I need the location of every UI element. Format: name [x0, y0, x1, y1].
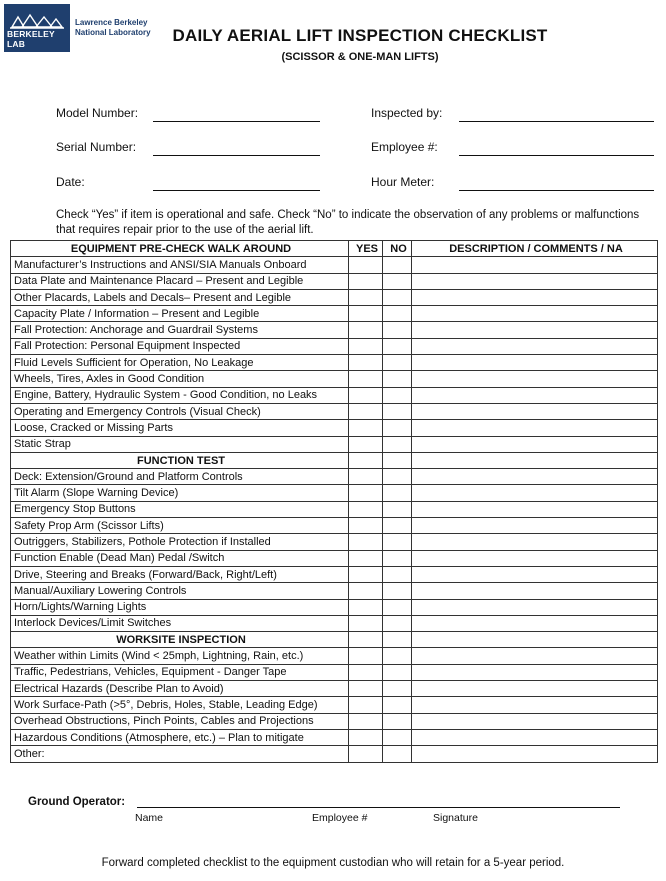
checklist-body — [11, 257, 658, 762]
header-no: NO — [383, 241, 412, 257]
employee-caption: Employee # — [312, 812, 368, 824]
comments-cell[interactable] — [412, 566, 658, 582]
checklist-item: Function Enable (Dead Man) Pedal /Switch — [11, 550, 349, 566]
checklist-row — [11, 273, 658, 289]
comments-cell[interactable] — [412, 338, 658, 354]
employee-number-label: Employee #: — [371, 140, 438, 154]
yes-checkbox-cell[interactable] — [349, 550, 383, 566]
no-checkbox-cell[interactable] — [383, 436, 412, 452]
function-test-header-label: FUNCTION TEST — [11, 452, 349, 468]
yes-checkbox-cell[interactable] — [349, 289, 383, 305]
comments-cell[interactable] — [412, 681, 658, 697]
no-checkbox-cell[interactable] — [383, 469, 412, 485]
checklist-item: Horn/Lights/Warning Lights — [11, 599, 349, 615]
checklist-row — [11, 289, 658, 305]
no-checkbox-cell[interactable] — [383, 387, 412, 403]
checklist-item: Electrical Hazards (Describe Plan to Avoid) — [11, 681, 349, 697]
checklist-row — [11, 583, 658, 599]
checklist-item: Outriggers, Stabilizers, Pothole Protection if Installed — [11, 534, 349, 550]
building-icon — [10, 11, 64, 31]
comments-cell[interactable] — [412, 469, 658, 485]
comments-cell[interactable] — [412, 355, 658, 371]
comments-cell[interactable] — [412, 257, 658, 273]
inspection-checklist-table — [10, 240, 658, 763]
checklist-row — [11, 550, 658, 566]
checklist-row — [11, 518, 658, 534]
name-caption: Name — [135, 812, 164, 824]
checklist-item: Emergency Stop Buttons — [11, 501, 349, 517]
no-checkbox-cell[interactable] — [383, 306, 412, 322]
yes-checkbox-cell[interactable] — [349, 583, 383, 599]
checklist-row — [11, 403, 658, 419]
no-checkbox-cell[interactable] — [383, 615, 412, 631]
comments-cell[interactable] — [412, 697, 658, 713]
yes-checkbox-cell[interactable] — [349, 273, 383, 289]
comments-cell[interactable] — [412, 403, 658, 419]
checklist-item: Wheels, Tires, Axles in Good Condition — [11, 371, 349, 387]
comments-cell[interactable] — [412, 534, 658, 550]
checklist-row — [11, 338, 658, 354]
checklist-row — [11, 371, 658, 387]
comments-cell[interactable] — [412, 518, 658, 534]
section-blank-cell — [412, 632, 658, 648]
function-test-header — [11, 452, 658, 468]
date-label: Date: — [56, 175, 85, 189]
comments-cell[interactable] — [412, 648, 658, 664]
checklist-row — [11, 599, 658, 615]
yes-checkbox-cell[interactable] — [349, 534, 383, 550]
checklist-row — [11, 697, 658, 713]
signature-caption: Signature — [433, 812, 478, 824]
no-checkbox-cell[interactable] — [383, 681, 412, 697]
checklist-row — [11, 534, 658, 550]
no-checkbox-cell[interactable] — [383, 746, 412, 762]
no-checkbox-cell[interactable] — [383, 289, 412, 305]
checklist-item: Interlock Devices/Limit Switches — [11, 615, 349, 631]
model-number-field[interactable] — [153, 121, 320, 122]
no-checkbox-cell[interactable] — [383, 355, 412, 371]
section-blank-cell — [383, 452, 412, 468]
no-checkbox-cell[interactable] — [383, 420, 412, 436]
no-checkbox-cell[interactable] — [383, 403, 412, 419]
no-checkbox-cell[interactable] — [383, 729, 412, 745]
comments-cell[interactable] — [412, 485, 658, 501]
no-checkbox-cell[interactable] — [383, 599, 412, 615]
checklist-row — [11, 566, 658, 582]
comments-cell[interactable] — [412, 729, 658, 745]
no-checkbox-cell[interactable] — [383, 338, 412, 354]
checklist-item: Static Strap — [11, 436, 349, 452]
inspected-by-field[interactable] — [459, 121, 654, 122]
checklist-item: Loose, Cracked or Missing Parts — [11, 420, 349, 436]
page-subtitle: (SCISSOR & ONE-MAN LIFTS) — [281, 51, 439, 63]
logo-name-line2: National Laboratory — [75, 28, 151, 37]
table-header-row — [11, 241, 658, 257]
no-checkbox-cell[interactable] — [383, 566, 412, 582]
checklist-row — [11, 713, 658, 729]
checklist-row — [11, 306, 658, 322]
checklist-row — [11, 501, 658, 517]
no-checkbox-cell[interactable] — [383, 550, 412, 566]
no-checkbox-cell[interactable] — [383, 583, 412, 599]
section-blank-cell — [349, 452, 383, 468]
no-checkbox-cell[interactable] — [383, 648, 412, 664]
checklist-item: Weather within Limits (Wind < 25mph, Lightning, Rain, etc.) — [11, 648, 349, 664]
comments-cell[interactable] — [412, 713, 658, 729]
yes-checkbox-cell[interactable] — [349, 485, 383, 501]
yes-checkbox-cell[interactable] — [349, 729, 383, 745]
yes-checkbox-cell[interactable] — [349, 436, 383, 452]
yes-checkbox-cell[interactable] — [349, 713, 383, 729]
yes-checkbox-cell[interactable] — [349, 371, 383, 387]
checklist-row — [11, 257, 658, 273]
worksite-inspection-header-label: WORKSITE INSPECTION — [11, 632, 349, 648]
model-number-label: Model Number: — [56, 106, 139, 120]
yes-checkbox-cell[interactable] — [349, 518, 383, 534]
checklist-item: Work Surface-Path (>5°, Debris, Holes, Stable, Leading Edge) — [11, 697, 349, 713]
checklist-item: Operating and Emergency Controls (Visual Check) — [11, 403, 349, 419]
ground-operator-label: Ground Operator: — [28, 796, 126, 808]
yes-checkbox-cell[interactable] — [349, 566, 383, 582]
checklist-item: Overhead Obstructions, Pinch Points, Cables and Projections — [11, 713, 349, 729]
checklist-row — [11, 387, 658, 403]
yes-checkbox-cell[interactable] — [349, 338, 383, 354]
no-checkbox-cell[interactable] — [383, 664, 412, 680]
no-checkbox-cell[interactable] — [383, 697, 412, 713]
yes-checkbox-cell[interactable] — [349, 469, 383, 485]
yes-checkbox-cell[interactable] — [349, 306, 383, 322]
checklist-item: Traffic, Pedestrians, Vehicles, Equipment - Danger Tape — [11, 664, 349, 680]
comments-cell[interactable] — [412, 746, 658, 762]
checklist-item: Engine, Battery, Hydraulic System - Good Condition, no Leaks — [11, 387, 349, 403]
comments-cell[interactable] — [412, 615, 658, 631]
checklist-item: Deck: Extension/Ground and Platform Controls — [11, 469, 349, 485]
checklist-row — [11, 664, 658, 680]
yes-checkbox-cell[interactable] — [349, 681, 383, 697]
checklist-row — [11, 485, 658, 501]
no-checkbox-cell[interactable] — [383, 322, 412, 338]
footer-note: Forward completed checklist to the equipment custodian who will retain for a 5-year period. — [101, 857, 565, 869]
worksite-inspection-header — [11, 632, 658, 648]
header-comments: DESCRIPTION / COMMENTS / NA — [412, 241, 658, 257]
checklist-item: Capacity Plate / Information – Present and Legible — [11, 306, 349, 322]
yes-checkbox-cell[interactable] — [349, 615, 383, 631]
no-checkbox-cell[interactable] — [383, 501, 412, 517]
comments-cell[interactable] — [412, 420, 658, 436]
header-precheck: EQUIPMENT PRE-CHECK WALK AROUND — [11, 241, 349, 257]
yes-checkbox-cell[interactable] — [349, 648, 383, 664]
yes-checkbox-cell[interactable] — [349, 420, 383, 436]
instructions: Check “Yes” if item is operational and safe. Check “No” to indicate the observation of any problems or malfunctions that requires repair prior to the use of the aerial lift. — [56, 209, 640, 236]
checklist-item: Manufacturer’s Instructions and ANSI/SIA Manuals Onboard — [11, 257, 349, 273]
comments-cell[interactable] — [412, 550, 658, 566]
berkeley-lab-logo — [4, 4, 151, 52]
logo-full-name — [75, 18, 155, 38]
checklist-row — [11, 469, 658, 485]
section-blank-cell — [383, 632, 412, 648]
checklist-item: Safety Prop Arm (Scissor Lifts) — [11, 518, 349, 534]
employee-number-field[interactable] — [459, 155, 654, 156]
logo-short-name: BERKELEY LAB — [7, 29, 55, 49]
serial-number-label: Serial Number: — [56, 140, 137, 154]
header-yes: YES — [349, 241, 383, 257]
section-blank-cell — [349, 632, 383, 648]
yes-checkbox-cell[interactable] — [349, 599, 383, 615]
comments-cell[interactable] — [412, 289, 658, 305]
page-title: DAILY AERIAL LIFT INSPECTION CHECKLIST — [172, 26, 548, 45]
checklist-item: Drive, Steering and Breaks (Forward/Back, Right/Left) — [11, 566, 349, 582]
comments-cell[interactable] — [412, 322, 658, 338]
checklist-item: Tilt Alarm (Slope Warning Device) — [11, 485, 349, 501]
no-checkbox-cell[interactable] — [383, 257, 412, 273]
yes-checkbox-cell[interactable] — [349, 403, 383, 419]
checklist-row — [11, 322, 658, 338]
date-field[interactable] — [153, 190, 320, 191]
no-checkbox-cell[interactable] — [383, 273, 412, 289]
yes-checkbox-cell[interactable] — [349, 746, 383, 762]
checklist-row — [11, 681, 658, 697]
checklist-item: Fall Protection: Personal Equipment Inspected — [11, 338, 349, 354]
logo-emblem — [4, 4, 70, 52]
no-checkbox-cell[interactable] — [383, 371, 412, 387]
yes-checkbox-cell[interactable] — [349, 664, 383, 680]
checklist-row — [11, 729, 658, 745]
ground-operator-field[interactable] — [137, 807, 620, 808]
checklist-item: Other: — [11, 746, 349, 762]
inspected-by-label: Inspected by: — [371, 106, 443, 120]
checklist-row — [11, 436, 658, 452]
comments-cell[interactable] — [412, 664, 658, 680]
comments-cell[interactable] — [412, 583, 658, 599]
yes-checkbox-cell[interactable] — [349, 501, 383, 517]
checklist-item: Data Plate and Maintenance Placard – Present and Legible — [11, 273, 349, 289]
comments-cell[interactable] — [412, 436, 658, 452]
comments-cell[interactable] — [412, 371, 658, 387]
section-blank-cell — [412, 452, 658, 468]
no-checkbox-cell[interactable] — [383, 534, 412, 550]
yes-checkbox-cell[interactable] — [349, 322, 383, 338]
yes-checkbox-cell[interactable] — [349, 697, 383, 713]
checklist-item: Manual/Auxiliary Lowering Controls — [11, 583, 349, 599]
yes-checkbox-cell[interactable] — [349, 355, 383, 371]
checklist-row — [11, 615, 658, 631]
hour-meter-label: Hour Meter: — [371, 175, 435, 189]
checklist-item: Other Placards, Labels and Decals– Present and Legible — [11, 289, 349, 305]
comments-cell[interactable] — [412, 501, 658, 517]
checklist-item: Fall Protection: Anchorage and Guardrail Systems — [11, 322, 349, 338]
no-checkbox-cell[interactable] — [383, 485, 412, 501]
checklist-row — [11, 648, 658, 664]
serial-number-field[interactable] — [153, 155, 320, 156]
yes-checkbox-cell[interactable] — [349, 257, 383, 273]
comments-cell[interactable] — [412, 306, 658, 322]
checklist-item: Fluid Levels Sufficient for Operation, No Leakage — [11, 355, 349, 371]
yes-checkbox-cell[interactable] — [349, 387, 383, 403]
logo-name-line1: Lawrence Berkeley — [75, 18, 148, 27]
checklist-row — [11, 746, 658, 762]
checklist-item: Hazardous Conditions (Atmosphere, etc.) – Plan to mitigate — [11, 729, 349, 745]
comments-cell[interactable] — [412, 387, 658, 403]
hour-meter-field[interactable] — [459, 190, 654, 191]
comments-cell[interactable] — [412, 599, 658, 615]
checklist-row — [11, 420, 658, 436]
comments-cell[interactable] — [412, 273, 658, 289]
no-checkbox-cell[interactable] — [383, 713, 412, 729]
checklist-row — [11, 355, 658, 371]
no-checkbox-cell[interactable] — [383, 518, 412, 534]
